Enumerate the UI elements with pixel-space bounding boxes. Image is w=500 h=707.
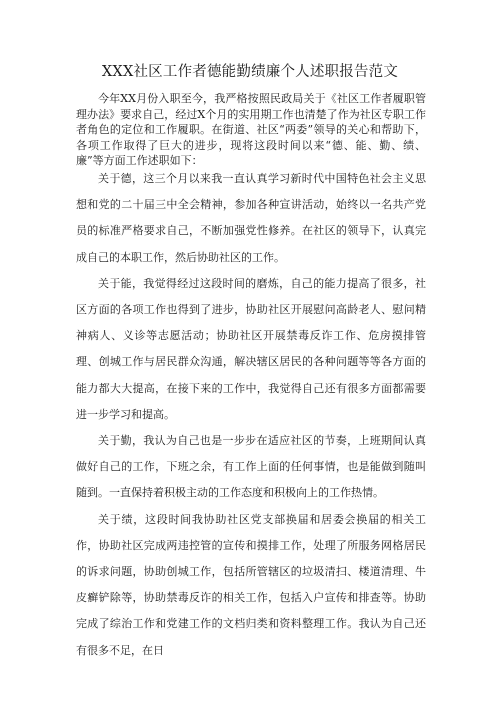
paragraph-qin: 关于勤，我认为自己也是一步步在适应社区的节奏，上班期间认真做好自己的工作，下班之余，有工作上面的任何事情，也是能做到随叫随到。一直保持着积极主动的工作态度和积极向上的工作热情。 (76, 434, 426, 500)
paragraph-neng: 关于能，我觉得经过这段时间的磨炼，自己的能力提高了很多，社区方面的各项工作也得到了进步，协助社区开展慰问高龄老人、慰问精神病人、义诊等志愿活动；协助社区开展禁毒反诈工作、危房摸排管理、创城工作与居民群众沟通，解决辖区居民的各种问题等等各方面的能力都大大提高，在接下来的工作中，我觉得自己还有很多方面都需要进一步学习和提高。 (76, 276, 426, 421)
document-title: XXX社区工作者德能勤绩廉个人述职报告范文 (101, 64, 399, 80)
document-body (76, 166, 426, 664)
paragraph-ji: 关于绩，这段时间我协助社区党支部换届和居委会换届的相关工作，协助社区完成两违控管的宣传和摸排工作，处理了所服务网格居民的诉求问题，协助创城工作，包括所管辖区的垃圾清扫、楼道清理、牛皮癣铲除等，协助禁毒反诈的相关工作，包括入户宣传和排查等。协助完成了综治工作和党建工作的文档归类和资料整理工作。我认为自己还有很多不足，在日 (76, 512, 426, 657)
paragraph-de: 关于德，这三个月以来我一直认真学习新时代中国特色社会主义思想和党的二十届三中全会精神，参加各种宣讲活动，始终以一名共产党员的标准严格要求自己，不断加强党性修养。在社区的领导下，认真完成自己的本职工作，然后协助社区的工作。 (76, 172, 426, 264)
intro-paragraph: 今年XX月份入职至今，我严格按照民政局关于《社区工作者履职管理办法》要求自己，经过X个月的实用期工作也清楚了作为社区专职工作者角色的定位和工作履职。在街道、社区“两委”领导的关心和帮助下，各项工作取得了巨大的进步，现将这段时间以来“德、能、勤、绩、廉”等方面工作述职如下： (76, 92, 426, 167)
